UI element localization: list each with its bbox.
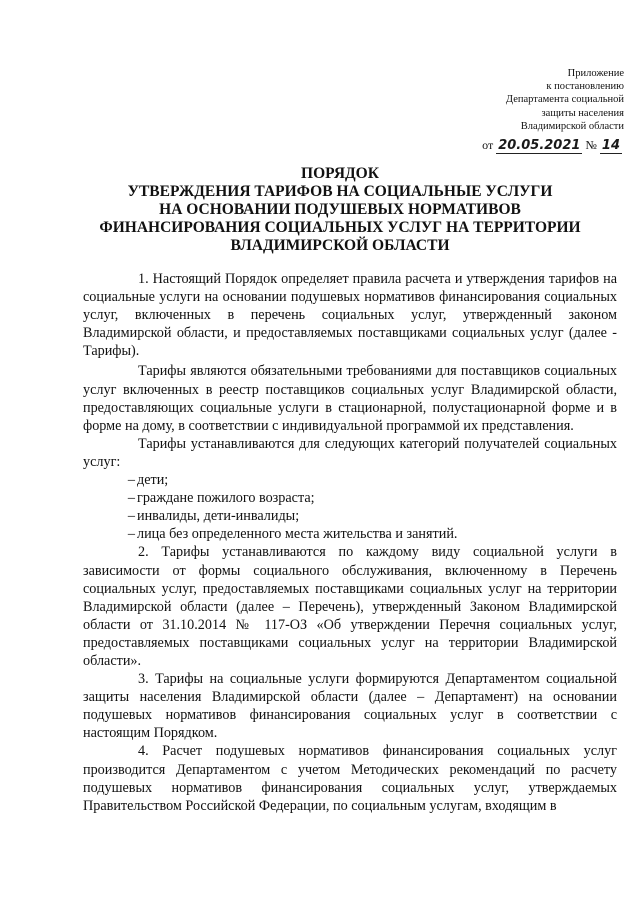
list-item-text: лица без определенного места жительства и занятий.	[137, 526, 458, 543]
title-line: ФИНАНСИРОВАНИЯ СОЦИАЛЬНЫХ УСЛУГ НА ТЕРРИТОРИИ	[99, 219, 581, 236]
list-item-text: инвалиды, дети-инвалиды;	[137, 508, 300, 525]
list-item-text: дети;	[137, 472, 169, 489]
list-item	[83, 507, 617, 525]
appendix-line: Приложение	[567, 68, 624, 79]
number-label: №	[585, 138, 597, 152]
title-line: НА ОСНОВАНИИ ПОДУШЕВЫХ НОРМАТИВОВ	[159, 201, 521, 218]
list-marker: –	[127, 490, 135, 507]
document-body	[83, 270, 617, 815]
list-marker: –	[127, 508, 135, 525]
paragraph-1: 1. Настоящий Порядок определяет правила расчета и утверждения тарифов на социальные услуги на основании подушевых нормативов финансирования социальных услуг, включенных в перечень социальных услуг, утвержденный законом Владимирской области, и предоставляемых поставщиками социальных услуг (далее - Тарифы).	[83, 271, 617, 360]
list-item	[83, 471, 617, 489]
title-line: ВЛАДИМИРСКОЙ ОБЛАСТИ	[230, 237, 450, 254]
list-item-text: граждане пожилого возраста;	[137, 490, 315, 507]
handwritten-number: 14	[601, 138, 620, 153]
appendix-line: защиты населения	[541, 107, 624, 119]
dateline-prefix: от	[482, 138, 494, 152]
paragraph-6: 4. Расчет подушевых нормативов финансирования социальных услуг производится Департаментом с учетом Методических рекомендаций по расчету подушевых нормативов финансирования социальных услуг, утверждаемых Правительством Российской Федерации, по социальным услугам, входящим в	[83, 743, 617, 814]
resolution-dateline	[482, 138, 622, 153]
paragraph-4: 2. Тарифы устанавливаются по каждому виду социальной услуги в зависимости от формы социального обслуживания, включенному в Перечень социальных услуг, предоставляемых поставщиками социальных услуг на территории Владимирской области (далее – Перечень), утвержденный Законом Владимирской области от 31.10.2014 № 117-ОЗ «Об утверждении Перечня социальных услуг, предоставляемых поставщиками социальных услуг на территории Владимирской области».	[83, 544, 617, 669]
document-title	[60, 165, 620, 255]
paragraph-3: Тарифы устанавливаются для следующих категорий получателей социальных услуг:	[83, 435, 617, 470]
handwritten-date: 20.05.2021	[498, 138, 581, 153]
list-marker: –	[127, 526, 135, 543]
title-line: ПОРЯДОК	[301, 165, 379, 182]
appendix-line: к постановлению	[546, 81, 624, 93]
appendix-line: Департамента социальной	[505, 94, 624, 106]
appendix-line: Владимирской области	[520, 120, 624, 132]
paragraph-5: 3. Тарифы на социальные услуги формируются Департаментом социальной защиты населения Владимирской области (далее – Департамент) на основании подушевых нормативов финансирования социальных услуг в соответствии с настоящим Порядком.	[83, 671, 617, 742]
title-line: УТВЕРЖДЕНИЯ ТАРИФОВ НА СОЦИАЛЬНЫЕ УСЛУГИ	[127, 183, 553, 200]
list-marker: –	[127, 472, 135, 489]
appendix-block	[506, 67, 624, 133]
list-item	[83, 525, 617, 543]
list-item	[83, 489, 617, 507]
paragraph-2: Тарифы являются обязательными требованиями для поставщиков социальных услуг включенных в реестр поставщиков социальных услуг Владимирской области, предоставляющих социальные услуги в стационарной, полустационарной форме и в форме на дому, в соответствии с индивидуальной программой их представления.	[83, 363, 617, 434]
